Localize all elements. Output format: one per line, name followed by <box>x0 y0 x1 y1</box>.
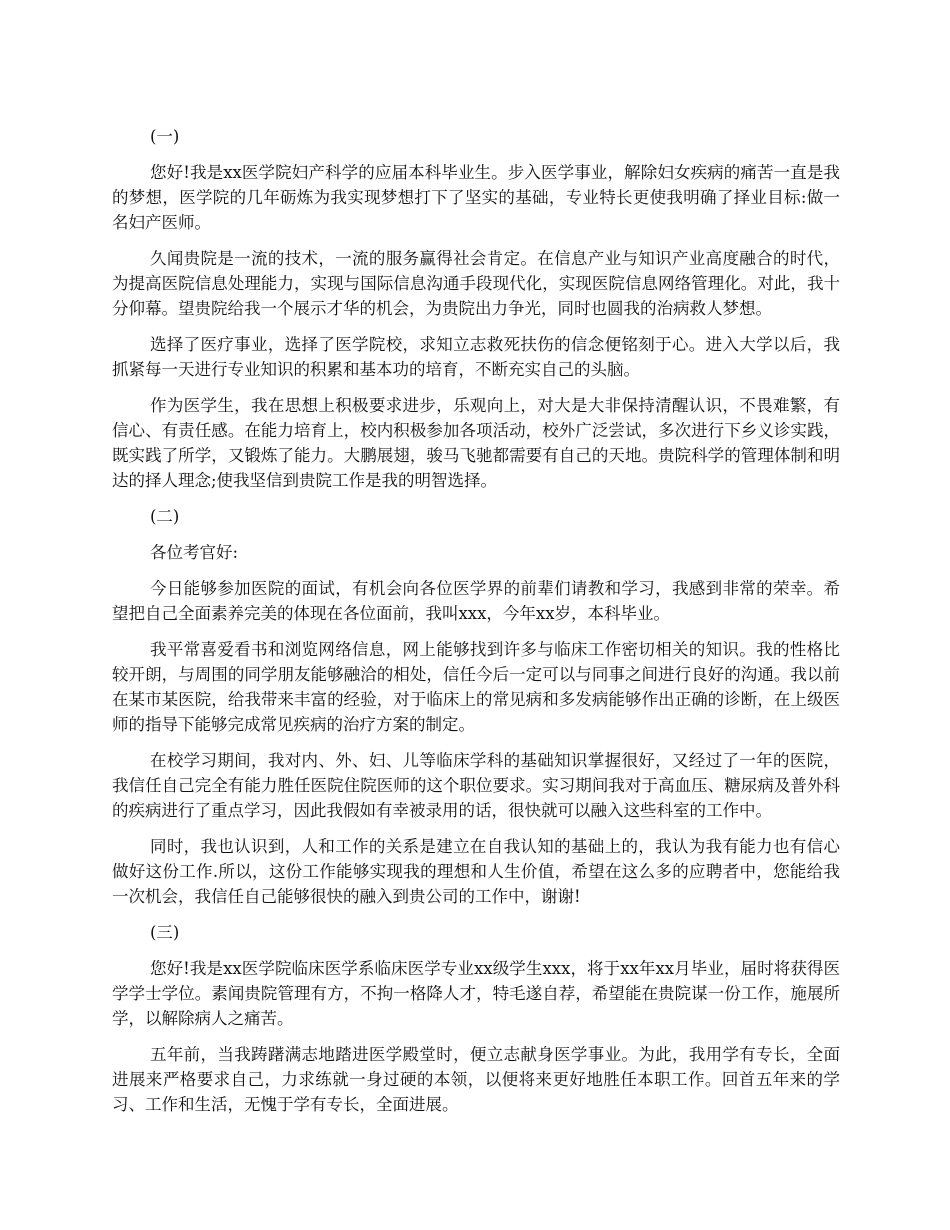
section-1 <box>112 124 840 493</box>
section-heading: (三) <box>150 923 180 942</box>
paragraph: 选择了医疗事业，选择了医学院校，求知立志救死扶伤的信念便铭刻于心。进入大学以后，我抓紧每一天进行专业知识的积累和基本功的培育，不断充实自己的头脑。 <box>112 335 840 379</box>
paragraph: 您好!我是xx医学院妇产科学的应届本科毕业生。步入医学事业，解除妇女疾病的痛苦一直是我的梦想，医学院的几年砺炼为我实现梦想打下了坚实的基础，专业特长更使我明确了择业目标:做一名妇产医师。 <box>112 163 840 232</box>
paragraph: 我平常喜爱看书和浏览网络信息，网上能够找到许多与临床工作密切相关的知识。我的性格比较开朗，与周围的同学朋友能够融洽的相处，信任今后一定可以与同事之间进行良好的沟通。我以前在某市某医院，给我带来丰富的经验，对于临床上的常见病和多发病能够作出正确的诊断，在上级医师的指导下能够完成常见疾病的治疗方案的制定。 <box>112 640 840 734</box>
paragraph: 在校学习期间，我对内、外、妇、儿等临床学科的基础知识掌握很好，又经过了一年的医院，我信任自己完全有能力胜任医院住院医师的这个职位要求。实习期间我对于高血压、糖尿病及普外科的疾病进行了重点学习，因此我假如有幸被录用的话，很快就可以融入这些科室的工作中。 <box>112 751 840 820</box>
paragraph: 久闻贵院是一流的技术，一流的服务赢得社会肯定。在信息产业与知识产业高度融合的时代，为提高医院信息处理能力，实现与国际信息沟通手段现代化，实现医院信息网络管理化。对此，我十分仰幕。望贵院给我一个展示才华的机会，为贵院出力争光，同时也圆我的治病救人梦想。 <box>112 249 840 318</box>
section-heading: (二) <box>150 507 180 526</box>
section-2 <box>112 504 840 909</box>
paragraph: 作为医学生，我在思想上积极要求进步，乐观向上，对大是大非保持清醒认识，不畏难繁，有信心、有责任感。在能力培育上，校内积极参加各项活动，校外广泛尝试，多次进行下乡义诊实践，既实践了所学，又锻炼了能力。大鹏展翅，骏马飞驰都需要有自己的天地。贵院科学的管理体制和明达的择人理念;使我坚信到贵院工作是我的明智选择。 <box>112 396 840 490</box>
document-page <box>112 124 840 1128</box>
paragraph: 同时，我也认识到，人和工作的关系是建立在自我认知的基础上的，我认为我有能力也有信心做好这份工作.所以，这份工作能够实现我的理想和人生价值，希望在这么多的应聘者中，您能给我一次机会，我信任自己能够很快的融入到贵公司的工作中，谢谢! <box>112 837 840 906</box>
section-3 <box>112 920 840 1117</box>
paragraph: 各位考官好: <box>150 543 239 562</box>
paragraph: 您好!我是xx医学院临床医学系临床医学专业xx级学生xxx，将于xx年xx月毕业，届时将获得医学学士学位。素闻贵院管理有方，不拘一格降人才，特毛遂自荐，希望能在贵院谋一份工作，施展所学，以解除病人之痛苦。 <box>112 959 840 1028</box>
paragraph: 五年前，当我踌躇满志地踏进医学殿堂时，便立志献身医学事业。为此，我用学有专长，全面进展来严格要求自己，力求练就一身过硬的本领，以便将来更好地胜任本职工作。回首五年来的学习、工作和生活，无愧于学有专长，全面进展。 <box>112 1045 840 1114</box>
paragraph: 今日能够参加医院的面试，有机会向各位医学界的前辈们请教和学习，我感到非常的荣幸。希望把自己全面素养完美的体现在各位面前，我叫xxx，今年xx岁，本科毕业。 <box>112 579 840 623</box>
section-heading: (一) <box>150 127 180 146</box>
